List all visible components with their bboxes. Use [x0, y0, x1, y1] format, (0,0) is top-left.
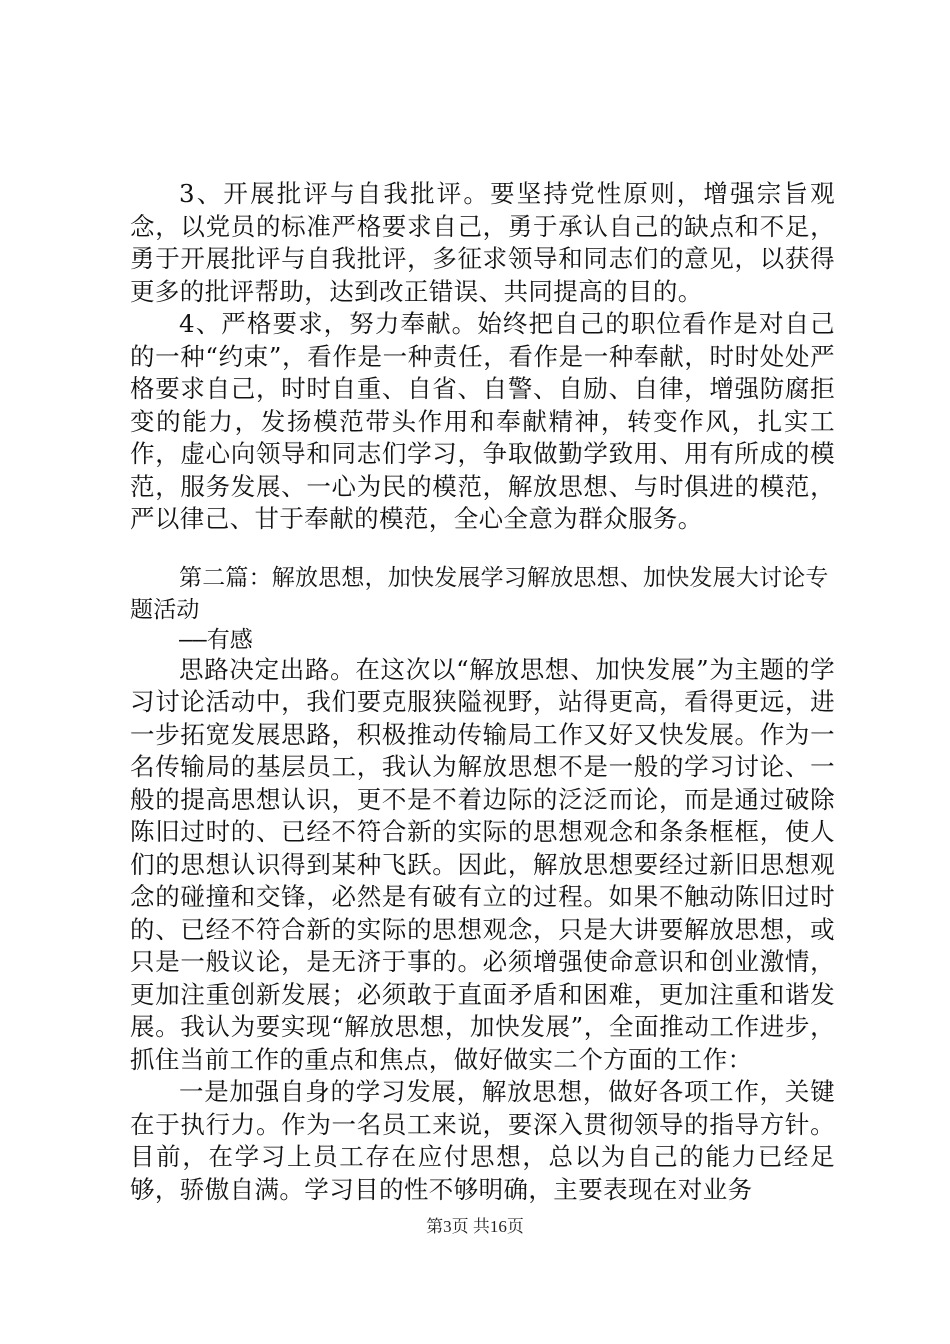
paragraph-thinking-path: 思路决定出路。在这次以“解放思想、加快发展”为主题的学习讨论活动中，我们要克服狭隘视野，站得更高，看得更远，进一步拓宽发展思路，积极推动传输局工作又好又快发展。作为一名传输局的基层员工，我认为解放思想不是一般的学习讨论、一般的提高思想认识，更不是不着边际的泛泛而论，而是通过破除陈旧过时的、已经不符合新的实际的思想观念和条条框框，使人们的思想认识得到某种飞跃。因此，解放思想要经过新旧思想观念的碰撞和交锋，必然是有破有立的过程。如果不触动陈旧过时的、已经不符合新的实际的思想观念，只是大讲要解放思想，或只是一般议论，是无济于事的。必须增强使命意识和创业激情，更加注重创新发展；必须敢于直面矛盾和困难，更加注重和谐发展。我认为要实现“解放思想，加快发展”，全面推动工作进步，抓住当前工作的重点和焦点，做好做实二个方面的工作：	[130, 654, 835, 1074]
section-subtitle: ——有感	[179, 626, 253, 653]
paragraph-strict-requirements: 4、严格要求，努力奉献。始终把自己的职位看作是对自己的一种“约束”，看作是一种责任，看作是一种奉献，时时处处严格要求自己，时时自重、自省、自警、自励、自律，增强防腐拒变的能力，发扬模范带头作用和奉献精神，转变作风，扎实工作，虚心向领导和同志们学习，争取做勤学致用、用有所成的模范，服务发展、一心为民的模范，解放思想、与时俱进的模范，严以律己、甘于奉献的模范，全心全意为群众服务。	[130, 309, 835, 533]
section-title: 第二篇：解放思想，加快发展学习解放思想、加快发展大讨论专题活动	[130, 564, 829, 623]
paragraph-self-study: 一是加强自身的学习发展，解放思想，做好各项工作，关键在于执行力。作为一名员工来说，要深入贯彻领导的指导方针。目前，在学习上员工存在应付思想，总以为自己的能力已经足够，骄傲自满。学习目的性不够明确，主要表现在对业务	[130, 1077, 835, 1204]
paragraph-criticism: 3、开展批评与自我批评。要坚持党性原则，增强宗旨观念，以党员的标准严格要求自己，勇于承认自己的缺点和不足，勇于开展批评与自我批评，多征求领导和同志们的意见，以获得更多的批评帮助，达到改正错误、共同提高的目的。	[130, 179, 835, 306]
document-body	[130, 178, 835, 1206]
page-number-footer: 第3页 共16页	[426, 1217, 524, 1236]
